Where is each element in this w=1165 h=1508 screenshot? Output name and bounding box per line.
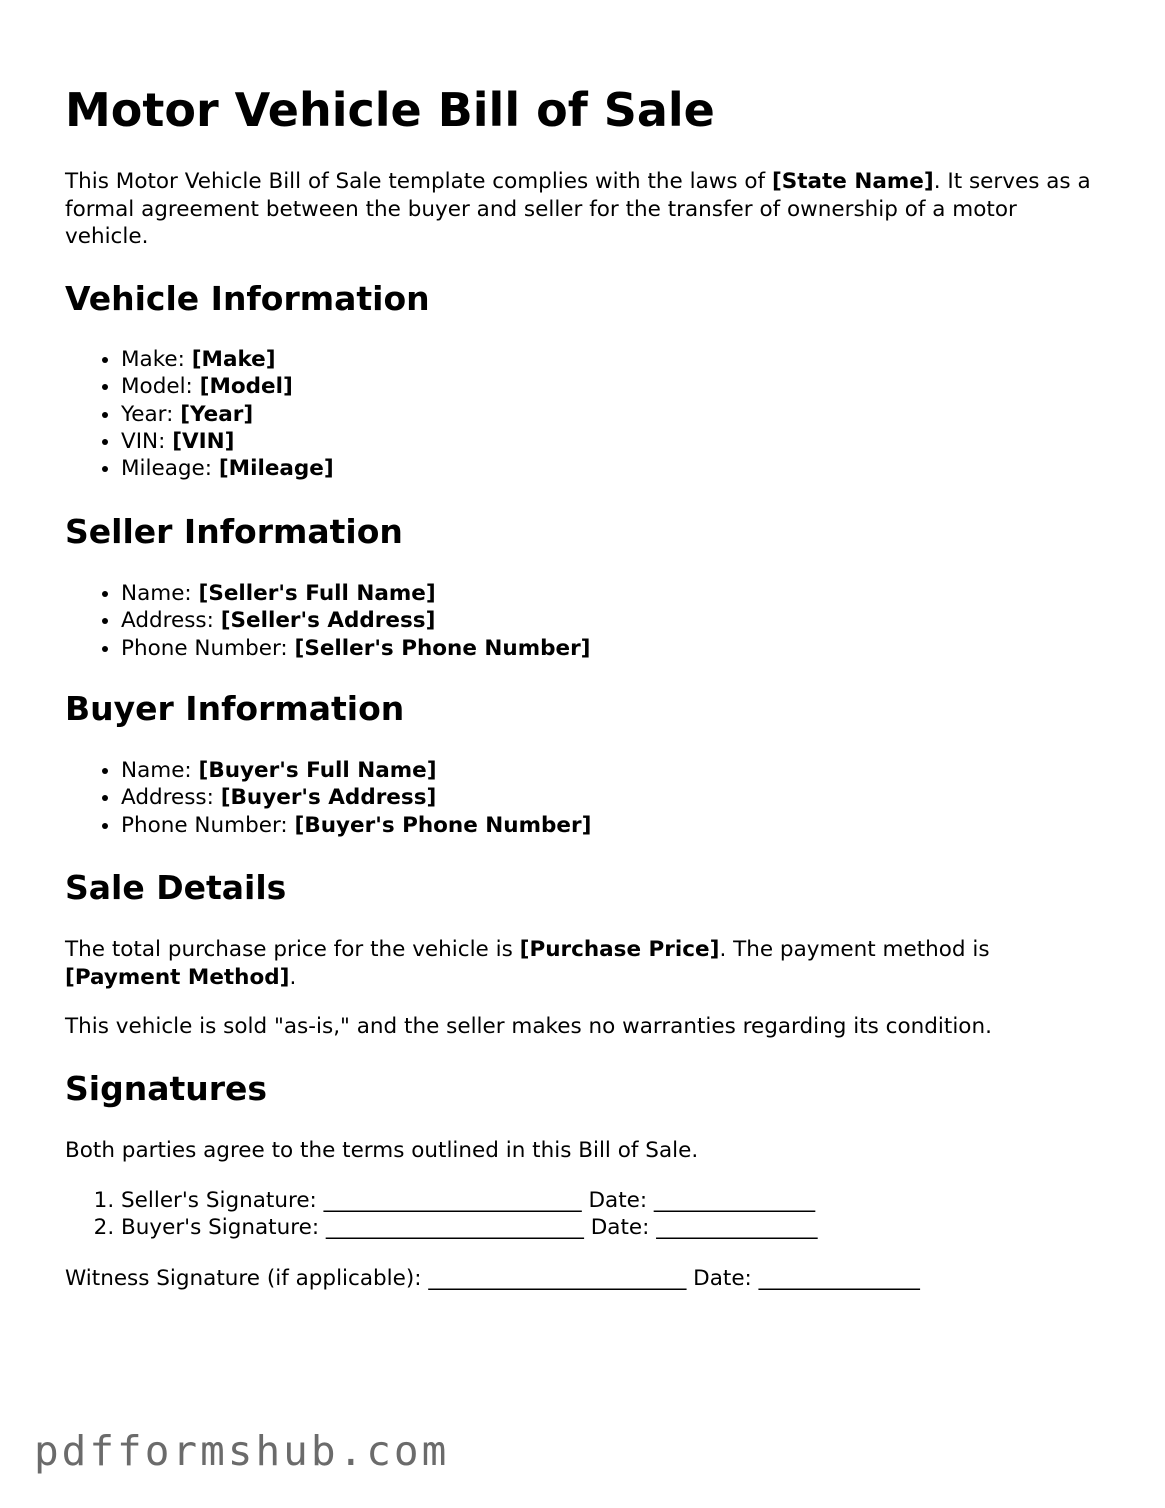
list-item: • Year: [Year] xyxy=(121,401,334,428)
state-name-placeholder: [State Name] xyxy=(771,169,934,194)
list-item: • VIN: [VIN] xyxy=(121,428,334,455)
list-item: • Make: [Make] xyxy=(121,346,334,373)
purchase-price-placeholder: [Purchase Price] xyxy=(519,937,720,962)
watermark-logo: pdfformshub.com xyxy=(34,1427,450,1475)
signatures-heading: Signatures xyxy=(65,1069,268,1108)
list-item: • Name: [Seller's Full Name] xyxy=(121,580,591,607)
purchase-price-paragraph: The total purchase price for the vehicle is [Purchase Price]. The payment method is [Payment Method]. xyxy=(65,937,990,990)
signature-lines xyxy=(65,1187,817,1242)
buyer-signature-line: 2. Buyer's Signature: ________________________ Date: _______________ xyxy=(121,1214,817,1241)
payment-method-placeholder: [Payment Method] xyxy=(65,964,290,990)
buyer-info-heading: Buyer Information xyxy=(65,689,405,728)
list-item: • Address: [Buyer's Address] xyxy=(121,784,591,811)
vehicle-info-heading: Vehicle Information xyxy=(65,279,430,318)
list-item: • Phone Number: [Seller's Phone Number] xyxy=(121,635,591,662)
list-item: • Address: [Seller's Address] xyxy=(121,607,591,634)
buyer-info-list xyxy=(65,757,591,839)
list-item: • Mileage: [Mileage] xyxy=(121,455,334,482)
list-item: • Phone Number: [Buyer's Phone Number] xyxy=(121,812,591,839)
seller-info-heading: Seller Information xyxy=(65,512,403,551)
seller-signature-line: 1. Seller's Signature: ________________________ Date: _______________ xyxy=(121,1187,817,1214)
seller-info-list xyxy=(65,580,591,662)
as-is-paragraph: This vehicle is sold "as-is," and the seller makes no warranties regarding its condition. xyxy=(65,1014,992,1039)
agreement-paragraph: Both parties agree to the terms outlined in this Bill of Sale. xyxy=(65,1138,699,1163)
list-item: • Name: [Buyer's Full Name] xyxy=(121,757,591,784)
page-title: Motor Vehicle Bill of Sale xyxy=(65,83,715,137)
vehicle-info-list xyxy=(65,346,334,482)
intro-paragraph: This Motor Vehicle Bill of Sale template complies with the laws of [State Name]. It serves as a formal agreement between the buyer and seller for the transfer of ownership of a motor vehicle. xyxy=(65,169,1091,249)
sale-details-heading: Sale Details xyxy=(65,868,287,907)
list-item: • Model: [Model] xyxy=(121,373,334,400)
witness-signature-line: Witness Signature (if applicable): ________________________ Date: _______________ xyxy=(65,1266,920,1291)
